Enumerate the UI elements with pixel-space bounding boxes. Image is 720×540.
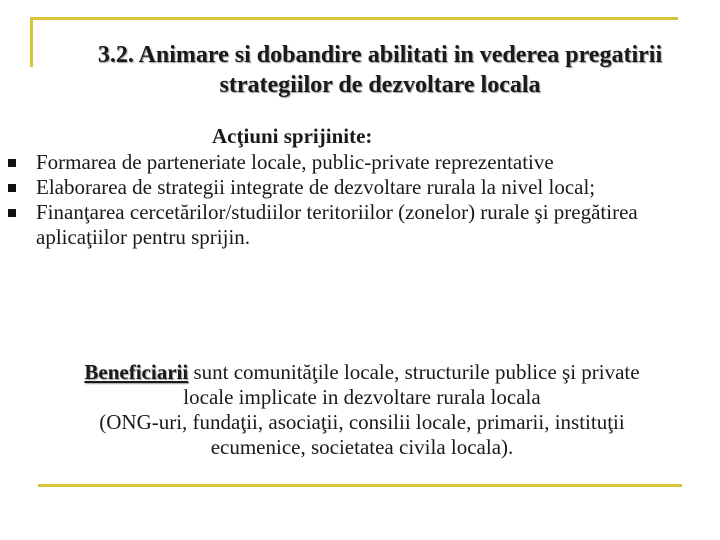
list-item (26, 150, 706, 175)
beneficiaries-line-2: locale implicate in dezvoltare rurala locala (183, 385, 541, 409)
list-item-text: Elaborarea de strategii integrate de dezvoltare rurala la nivel local; (36, 175, 596, 199)
beneficiaries-line-3: (ONG-uri, fundaţii, asociaţii, consilii locale, primarii, instituţii (99, 410, 625, 434)
top-frame-rule (30, 17, 678, 20)
title-line-2: strategiilor de dezvoltare locala (219, 72, 541, 98)
bottom-rule (38, 484, 682, 487)
supported-actions-list (26, 150, 706, 250)
list-item-text: Formarea de parteneriate locale, public-private reprezentative (36, 150, 554, 174)
beneficiaries-line-4: ecumenice, societatea civila locala). (210, 435, 514, 459)
list-item (26, 175, 706, 200)
supported-actions-heading: Acţiuni sprijinite: (212, 124, 373, 148)
beneficiaries-label: Beneficiarii (84, 360, 189, 384)
list-item (26, 200, 706, 250)
left-frame-rule (30, 17, 33, 67)
slide-title (40, 40, 720, 100)
square-bullet-icon (8, 184, 16, 192)
title-line-1: 3.2. Animare si dobandire abilitati in vederea pregatirii (97, 42, 663, 68)
list-item-text: Finanţarea cercetărilor/studiilor teritoriilor (zonelor) rurale şi pregătirea aplicaţiilor pentru sprijin. (36, 200, 638, 249)
beneficiaries-line-1-text: sunt comunităţile locale, structurile publice şi private (188, 360, 640, 384)
beneficiaries-paragraph (12, 360, 712, 460)
beneficiaries-line-1 (12, 360, 712, 385)
square-bullet-icon (8, 159, 16, 167)
square-bullet-icon (8, 209, 16, 217)
